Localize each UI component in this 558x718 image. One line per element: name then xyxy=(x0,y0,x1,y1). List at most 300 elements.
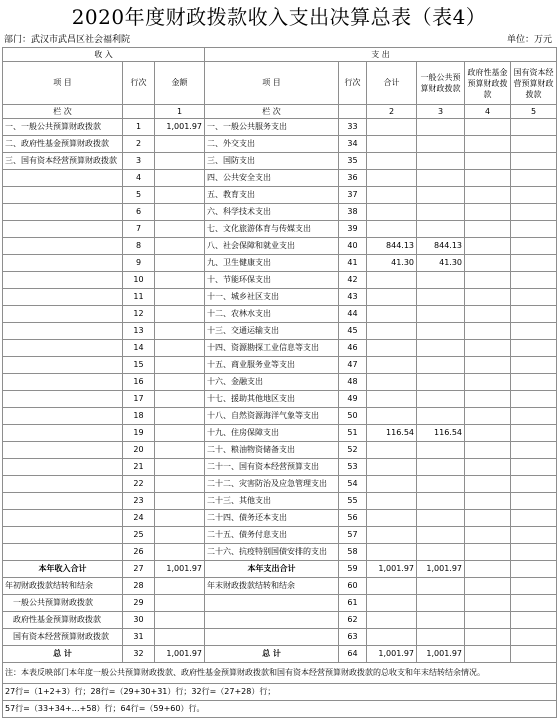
expense-item: 二十五、债务付息支出 xyxy=(205,527,339,544)
income-item xyxy=(3,238,123,255)
table-row xyxy=(3,323,557,340)
income-amount xyxy=(155,527,205,544)
expense-line-number: 42 xyxy=(339,272,367,289)
income-line-number: 13 xyxy=(123,323,155,340)
expense-line-number: 61 xyxy=(339,595,367,612)
table-row xyxy=(3,527,557,544)
expense-line-number: 57 xyxy=(339,527,367,544)
total-amount xyxy=(367,408,417,425)
gen-budget-amount xyxy=(417,221,465,238)
state-capital-amount xyxy=(511,357,557,374)
income-line-number: 8 xyxy=(123,238,155,255)
total-header: 合计 xyxy=(367,62,417,105)
income-line-number: 29 xyxy=(123,595,155,612)
income-line-number: 31 xyxy=(123,629,155,646)
expense-line-number: 50 xyxy=(339,408,367,425)
income-item xyxy=(3,527,123,544)
income-line-number: 23 xyxy=(123,493,155,510)
income-amount xyxy=(155,578,205,595)
gov-fund-amount xyxy=(465,204,511,221)
gov-fund-amount xyxy=(465,187,511,204)
expense-line-number: 53 xyxy=(339,459,367,476)
unit-label: 单位：万元 xyxy=(506,35,552,45)
col-order-left: 栏 次 xyxy=(3,105,123,119)
income-line-number: 22 xyxy=(123,476,155,493)
expense-item: 十一、城乡社区支出 xyxy=(205,289,339,306)
gov-fund-amount xyxy=(465,527,511,544)
gen-budget-header: 一般公共预算财政拨款 xyxy=(417,62,465,105)
income-line-number: 1 xyxy=(123,119,155,136)
income-amount xyxy=(155,595,205,612)
gen-budget-amount xyxy=(417,578,465,595)
income-amount xyxy=(155,629,205,646)
total-amount xyxy=(367,170,417,187)
expense-item: 一、一般公共服务支出 xyxy=(205,119,339,136)
income-line-number: 21 xyxy=(123,459,155,476)
gov-fund-amount xyxy=(465,425,511,442)
expense-line-number: 41 xyxy=(339,255,367,272)
total-amount xyxy=(367,306,417,323)
income-amount xyxy=(155,442,205,459)
income-amount xyxy=(155,425,205,442)
income-item: 三、国有资本经营预算财政拨款 xyxy=(3,153,123,170)
expense-item: 二十四、债务还本支出 xyxy=(205,510,339,527)
gov-fund-amount xyxy=(465,357,511,374)
income-amount xyxy=(155,204,205,221)
carry-expense-item xyxy=(205,629,339,646)
income-amount xyxy=(155,170,205,187)
gen-budget-amount xyxy=(417,612,465,629)
gov-fund-amount xyxy=(465,153,511,170)
gov-fund-amount xyxy=(465,408,511,425)
gov-fund-amount xyxy=(465,493,511,510)
state-capital-amount xyxy=(511,425,557,442)
grand-total-income-amount: 1,001.97 xyxy=(155,646,205,663)
total-amount xyxy=(367,289,417,306)
income-amount xyxy=(155,340,205,357)
total-amount xyxy=(367,221,417,238)
total-amount xyxy=(367,578,417,595)
state-capital-header: 国有资本经营预算财政拨款 xyxy=(511,62,557,105)
carry-expense-item xyxy=(205,612,339,629)
table-row xyxy=(3,153,557,170)
state-capital-amount xyxy=(511,646,557,663)
table-row xyxy=(3,391,557,408)
gen-budget-amount xyxy=(417,629,465,646)
report-title: 2020年度财政拨款收入支出决算总表（表4） xyxy=(71,5,487,29)
total-amount: 41.30 xyxy=(367,255,417,272)
gen-budget-amount xyxy=(417,323,465,340)
gen-budget-amount xyxy=(417,306,465,323)
expense-item: 九、卫生健康支出 xyxy=(205,255,339,272)
total-amount xyxy=(367,204,417,221)
gen-budget-amount: 1,001.97 xyxy=(417,561,465,578)
expense-item: 二、外交支出 xyxy=(205,136,339,153)
gov-fund-amount xyxy=(465,255,511,272)
expense-line-number: 54 xyxy=(339,476,367,493)
grand-total-right-label: 总 计 xyxy=(205,646,339,663)
income-item: 二、政府性基金预算财政拨款 xyxy=(3,136,123,153)
gen-budget-amount xyxy=(417,408,465,425)
gen-budget-amount xyxy=(417,170,465,187)
table-row xyxy=(3,136,557,153)
total-amount xyxy=(367,493,417,510)
col-number-5: 5 xyxy=(511,105,557,119)
income-line-number: 11 xyxy=(123,289,155,306)
state-capital-amount xyxy=(511,306,557,323)
income-line-number: 12 xyxy=(123,306,155,323)
state-capital-amount xyxy=(511,408,557,425)
total-amount xyxy=(367,391,417,408)
gen-budget-amount: 1,001.97 xyxy=(417,646,465,663)
formula-note-2: 57行=（33+34+…+58）行；64行=（59+60）行。 xyxy=(3,701,557,718)
income-line-number: 19 xyxy=(123,425,155,442)
income-amount xyxy=(155,306,205,323)
income-amount xyxy=(155,544,205,561)
expense-item: 二十、粮油物资储备支出 xyxy=(205,442,339,459)
income-line-number: 4 xyxy=(123,170,155,187)
income-amount xyxy=(155,493,205,510)
income-amount xyxy=(155,221,205,238)
gov-fund-amount xyxy=(465,629,511,646)
year-income-total-amount: 1,001.97 xyxy=(155,561,205,578)
expense-item: 三、国防支出 xyxy=(205,153,339,170)
col-order-right: 栏 次 xyxy=(205,105,339,119)
table-row xyxy=(3,544,557,561)
expense-line-number: 63 xyxy=(339,629,367,646)
expense-line-number: 52 xyxy=(339,442,367,459)
income-item xyxy=(3,544,123,561)
expense-line-number: 40 xyxy=(339,238,367,255)
expense-line-number: 43 xyxy=(339,289,367,306)
income-line-number: 18 xyxy=(123,408,155,425)
expense-item: 十、节能环保支出 xyxy=(205,272,339,289)
expense-line-number: 36 xyxy=(339,170,367,187)
expense-item: 十三、交通运输支出 xyxy=(205,323,339,340)
expense-line-number: 35 xyxy=(339,153,367,170)
expense-item: 二十二、灾害防治及应急管理支出 xyxy=(205,476,339,493)
gov-fund-amount xyxy=(465,340,511,357)
total-amount: 844.13 xyxy=(367,238,417,255)
total-amount xyxy=(367,595,417,612)
state-capital-amount xyxy=(511,578,557,595)
carry-income-item: 年初财政拨款结转和结余 xyxy=(3,578,123,595)
state-capital-amount xyxy=(511,221,557,238)
gen-budget-amount xyxy=(417,544,465,561)
income-amount xyxy=(155,459,205,476)
expense-line-number: 60 xyxy=(339,578,367,595)
gen-budget-amount xyxy=(417,374,465,391)
expense-item: 八、社会保障和就业支出 xyxy=(205,238,339,255)
gov-fund-amount xyxy=(465,238,511,255)
carry-row xyxy=(3,612,557,629)
expense-line-number: 55 xyxy=(339,493,367,510)
gen-budget-amount: 116.54 xyxy=(417,425,465,442)
expense-line-number: 46 xyxy=(339,340,367,357)
income-line-number: 7 xyxy=(123,221,155,238)
income-line-number: 25 xyxy=(123,527,155,544)
gen-budget-amount xyxy=(417,357,465,374)
col-number-1: 1 xyxy=(155,105,205,119)
income-item xyxy=(3,357,123,374)
expense-item: 十四、资源勘探工业信息等支出 xyxy=(205,340,339,357)
gov-fund-amount xyxy=(465,442,511,459)
expense-line-number: 49 xyxy=(339,391,367,408)
table-row xyxy=(3,119,557,136)
expense-line-number: 62 xyxy=(339,612,367,629)
gov-fund-amount xyxy=(465,289,511,306)
income-amount xyxy=(155,187,205,204)
income-item xyxy=(3,408,123,425)
income-line-number: 24 xyxy=(123,510,155,527)
income-amount xyxy=(155,374,205,391)
expense-item: 六、科学技术支出 xyxy=(205,204,339,221)
gov-fund-header: 政府性基金预算财政拨款 xyxy=(465,62,511,105)
year-income-total-label: 本年收入合计 xyxy=(3,561,123,578)
income-amount xyxy=(155,255,205,272)
total-amount xyxy=(367,272,417,289)
state-capital-amount xyxy=(511,476,557,493)
expense-item: 七、文化旅游体育与传媒支出 xyxy=(205,221,339,238)
gen-budget-amount xyxy=(417,187,465,204)
income-item xyxy=(3,340,123,357)
state-capital-amount xyxy=(511,136,557,153)
expense-item: 十七、援助其他地区支出 xyxy=(205,391,339,408)
state-capital-amount xyxy=(511,255,557,272)
gov-fund-amount xyxy=(465,561,511,578)
expense-line-number: 47 xyxy=(339,357,367,374)
income-amount-header: 金额 xyxy=(155,62,205,105)
expense-line-number: 44 xyxy=(339,306,367,323)
gen-budget-amount xyxy=(417,119,465,136)
state-capital-amount xyxy=(511,272,557,289)
income-line-number: 30 xyxy=(123,612,155,629)
total-amount xyxy=(367,612,417,629)
table-row xyxy=(3,476,557,493)
expense-item: 四、公共安全支出 xyxy=(205,170,339,187)
gov-fund-amount xyxy=(465,119,511,136)
state-capital-amount xyxy=(511,561,557,578)
gov-fund-amount xyxy=(465,272,511,289)
income-line-number: 2 xyxy=(123,136,155,153)
income-amount xyxy=(155,510,205,527)
carry-row xyxy=(3,595,557,612)
table-row xyxy=(3,306,557,323)
income-line-number: 28 xyxy=(123,578,155,595)
income-line-number: 6 xyxy=(123,204,155,221)
state-capital-amount xyxy=(511,391,557,408)
income-item: 一、一般公共预算财政拨款 xyxy=(3,119,123,136)
gen-budget-amount: 844.13 xyxy=(417,238,465,255)
state-capital-amount xyxy=(511,323,557,340)
expense-item: 二十六、抗疫特别国债安排的支出 xyxy=(205,544,339,561)
gen-budget-amount xyxy=(417,510,465,527)
gen-budget-amount xyxy=(417,272,465,289)
table-row xyxy=(3,272,557,289)
gov-fund-amount xyxy=(465,544,511,561)
income-item xyxy=(3,306,123,323)
income-item xyxy=(3,510,123,527)
total-amount xyxy=(367,340,417,357)
gen-budget-amount xyxy=(417,340,465,357)
expense-line-number: 39 xyxy=(339,221,367,238)
income-line-number: 15 xyxy=(123,357,155,374)
gov-fund-amount xyxy=(465,136,511,153)
state-capital-amount xyxy=(511,544,557,561)
year-total-row xyxy=(3,561,557,578)
total-amount xyxy=(367,323,417,340)
income-item xyxy=(3,289,123,306)
expense-header: 支 出 xyxy=(205,48,557,62)
income-amount xyxy=(155,289,205,306)
gov-fund-amount xyxy=(465,646,511,663)
income-line-number: 5 xyxy=(123,187,155,204)
expense-line-number: 34 xyxy=(339,136,367,153)
income-header: 收 入 xyxy=(3,48,205,62)
state-capital-amount xyxy=(511,204,557,221)
total-amount: 1,001.97 xyxy=(367,561,417,578)
gov-fund-amount xyxy=(465,221,511,238)
income-item xyxy=(3,204,123,221)
total-amount xyxy=(367,119,417,136)
state-capital-amount xyxy=(511,493,557,510)
table-row xyxy=(3,408,557,425)
gen-budget-amount xyxy=(417,391,465,408)
carry-income-item: 国有资本经营预算财政拨款 xyxy=(3,629,123,646)
gov-fund-amount xyxy=(465,510,511,527)
expense-lineno-header: 行次 xyxy=(339,62,367,105)
carry-income-item: 政府性基金预算财政拨款 xyxy=(3,612,123,629)
state-capital-amount xyxy=(511,289,557,306)
carry-expense-item: 年末财政拨款结转和结余 xyxy=(205,578,339,595)
income-item xyxy=(3,391,123,408)
expense-item: 十九、住房保障支出 xyxy=(205,425,339,442)
col-number-4: 4 xyxy=(465,105,511,119)
table-row xyxy=(3,442,557,459)
gen-budget-amount xyxy=(417,527,465,544)
income-amount xyxy=(155,612,205,629)
col-number-3: 3 xyxy=(417,105,465,119)
income-item xyxy=(3,255,123,272)
total-amount xyxy=(367,476,417,493)
state-capital-amount xyxy=(511,119,557,136)
state-capital-amount xyxy=(511,612,557,629)
state-capital-amount xyxy=(511,238,557,255)
income-lineno-header: 行次 xyxy=(123,62,155,105)
total-amount xyxy=(367,510,417,527)
income-item-header: 项 目 xyxy=(3,62,123,105)
gov-fund-amount xyxy=(465,170,511,187)
table-row xyxy=(3,204,557,221)
state-capital-amount xyxy=(511,170,557,187)
state-capital-amount xyxy=(511,629,557,646)
expense-item: 十八、自然资源海洋气象等支出 xyxy=(205,408,339,425)
income-line-number: 9 xyxy=(123,255,155,272)
income-item xyxy=(3,272,123,289)
income-amount xyxy=(155,408,205,425)
table-row xyxy=(3,170,557,187)
table-row xyxy=(3,187,557,204)
gen-budget-amount xyxy=(417,595,465,612)
gov-fund-amount xyxy=(465,374,511,391)
expense-line-number: 58 xyxy=(339,544,367,561)
income-amount xyxy=(155,323,205,340)
expense-line-number: 37 xyxy=(339,187,367,204)
expense-line-number: 33 xyxy=(339,119,367,136)
grand-total-left-label: 总 计 xyxy=(3,646,123,663)
table-row xyxy=(3,255,557,272)
budget-table xyxy=(2,47,557,718)
expense-line-number: 45 xyxy=(339,323,367,340)
income-item xyxy=(3,187,123,204)
total-amount xyxy=(367,136,417,153)
gov-fund-amount xyxy=(465,476,511,493)
income-amount xyxy=(155,238,205,255)
total-amount xyxy=(367,442,417,459)
gov-fund-amount xyxy=(465,595,511,612)
state-capital-amount xyxy=(511,340,557,357)
income-amount xyxy=(155,136,205,153)
state-capital-amount xyxy=(511,527,557,544)
table-row xyxy=(3,238,557,255)
income-line-number: 10 xyxy=(123,272,155,289)
total-amount xyxy=(367,374,417,391)
state-capital-amount xyxy=(511,442,557,459)
income-item xyxy=(3,476,123,493)
gov-fund-amount xyxy=(465,391,511,408)
income-amount xyxy=(155,476,205,493)
state-capital-amount xyxy=(511,595,557,612)
gen-budget-amount: 41.30 xyxy=(417,255,465,272)
expense-line-number: 56 xyxy=(339,510,367,527)
income-item xyxy=(3,442,123,459)
state-capital-amount xyxy=(511,510,557,527)
income-line-number: 17 xyxy=(123,391,155,408)
state-capital-amount xyxy=(511,187,557,204)
income-item xyxy=(3,221,123,238)
carry-income-item: 一般公共预算财政拨款 xyxy=(3,595,123,612)
table-row xyxy=(3,374,557,391)
table-row xyxy=(3,510,557,527)
expense-item: 五、教育支出 xyxy=(205,187,339,204)
state-capital-amount xyxy=(511,459,557,476)
income-amount xyxy=(155,357,205,374)
gen-budget-amount xyxy=(417,442,465,459)
table-row xyxy=(3,289,557,306)
income-amount xyxy=(155,153,205,170)
carry-expense-item xyxy=(205,595,339,612)
total-amount xyxy=(367,629,417,646)
gen-budget-amount xyxy=(417,153,465,170)
year-expense-total-label: 本年支出合计 xyxy=(205,561,339,578)
income-amount: 1,001.97 xyxy=(155,119,205,136)
income-item xyxy=(3,374,123,391)
income-item xyxy=(3,425,123,442)
state-capital-amount xyxy=(511,153,557,170)
income-line-number: 26 xyxy=(123,544,155,561)
gov-fund-amount xyxy=(465,323,511,340)
expense-line-number: 51 xyxy=(339,425,367,442)
total-amount xyxy=(367,357,417,374)
grand-total-row xyxy=(3,646,557,663)
table-row xyxy=(3,459,557,476)
note-text: 注：本表反映部门本年度一般公共预算财政拨款、政府性基金预算财政拨款和国有资本经营预算财政拨款的总收支和年末结转结余情况。 xyxy=(3,663,557,684)
expense-item-header: 项 目 xyxy=(205,62,339,105)
table-row xyxy=(3,340,557,357)
formula-note-1: 27行=（1+2+3）行；28行=（29+30+31）行；32行=（27+28）行； xyxy=(3,684,557,701)
gen-budget-amount xyxy=(417,493,465,510)
table-row xyxy=(3,493,557,510)
